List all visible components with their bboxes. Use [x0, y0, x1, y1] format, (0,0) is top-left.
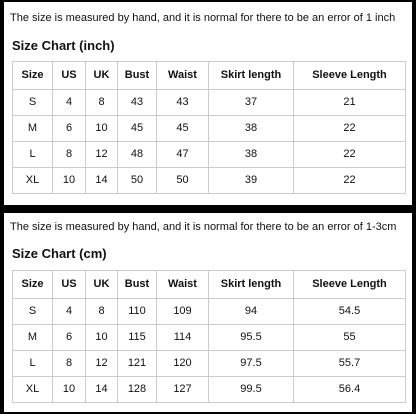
header-bust: Bust: [118, 271, 157, 299]
cell-size: S: [13, 90, 53, 116]
table-row: [13, 377, 406, 403]
cell-bust: 48: [118, 142, 157, 168]
cell-uk: 14: [86, 168, 118, 194]
cell-skirt-length: 39: [209, 168, 294, 194]
cell-sleeve-length: 54.5: [294, 299, 406, 325]
table-row: [13, 142, 406, 168]
cell-skirt-length: 94: [209, 299, 294, 325]
cell-bust: 45: [118, 116, 157, 142]
cell-bust: 110: [118, 299, 157, 325]
cell-size: XL: [13, 168, 53, 194]
cell-waist: 127: [157, 377, 209, 403]
cell-skirt-length: 38: [209, 116, 294, 142]
table-header-row: [13, 271, 406, 299]
cell-bust: 128: [118, 377, 157, 403]
cell-waist: 45: [157, 116, 209, 142]
header-bust: Bust: [118, 62, 157, 90]
cell-waist: 109: [157, 299, 209, 325]
header-waist: Waist: [157, 271, 209, 299]
measurement-note: The size is measured by hand, and it is normal for there to be an error of 1 inch: [10, 12, 396, 24]
cell-us: 6: [53, 325, 86, 351]
cell-uk: 14: [86, 377, 118, 403]
cell-us: 8: [53, 351, 86, 377]
size-chart-title: Size Chart (inch): [12, 38, 115, 53]
cell-uk: 8: [86, 90, 118, 116]
cell-waist: 47: [157, 142, 209, 168]
cell-sleeve-length: 22: [294, 168, 406, 194]
cell-us: 10: [53, 168, 86, 194]
header-skirt-length: Skirt length: [209, 271, 294, 299]
cell-size: L: [13, 351, 53, 377]
cell-size: XL: [13, 377, 53, 403]
measurement-note: The size is measured by hand, and it is normal for there to be an error of 1-3cm: [10, 221, 397, 233]
size-chart-cm-panel: [4, 213, 412, 412]
cell-sleeve-length: 21: [294, 90, 406, 116]
header-skirt-length: Skirt length: [209, 62, 294, 90]
table-row: [13, 299, 406, 325]
cell-sleeve-length: 22: [294, 142, 406, 168]
cell-waist: 114: [157, 325, 209, 351]
table-row: [13, 168, 406, 194]
cell-uk: 12: [86, 351, 118, 377]
header-uk: UK: [86, 271, 118, 299]
cell-sleeve-length: 55: [294, 325, 406, 351]
header-us: US: [53, 62, 86, 90]
table-row: [13, 90, 406, 116]
cell-skirt-length: 38: [209, 142, 294, 168]
cell-skirt-length: 99.5: [209, 377, 294, 403]
cell-us: 4: [53, 299, 86, 325]
header-waist: Waist: [157, 62, 209, 90]
cell-us: 10: [53, 377, 86, 403]
cell-us: 6: [53, 116, 86, 142]
cell-waist: 120: [157, 351, 209, 377]
cell-skirt-length: 97.5: [209, 351, 294, 377]
cell-bust: 121: [118, 351, 157, 377]
table-header-row: [13, 62, 406, 90]
cell-uk: 12: [86, 142, 118, 168]
cell-uk: 10: [86, 325, 118, 351]
cell-bust: 50: [118, 168, 157, 194]
cell-us: 4: [53, 90, 86, 116]
cell-us: 8: [53, 142, 86, 168]
header-us: US: [53, 271, 86, 299]
cell-waist: 43: [157, 90, 209, 116]
header-uk: UK: [86, 62, 118, 90]
size-chart-title: Size Chart (cm): [12, 246, 107, 261]
cell-size: M: [13, 116, 53, 142]
header-size: Size: [13, 62, 53, 90]
cell-bust: 115: [118, 325, 157, 351]
cell-skirt-length: 95.5: [209, 325, 294, 351]
size-chart-inch-panel: [4, 2, 412, 205]
cell-sleeve-length: 56.4: [294, 377, 406, 403]
cell-size: S: [13, 299, 53, 325]
table-row: [13, 325, 406, 351]
cell-uk: 8: [86, 299, 118, 325]
cell-bust: 43: [118, 90, 157, 116]
cell-sleeve-length: 22: [294, 116, 406, 142]
cell-skirt-length: 37: [209, 90, 294, 116]
cell-waist: 50: [157, 168, 209, 194]
size-table-inch: [12, 61, 406, 194]
cell-sleeve-length: 55.7: [294, 351, 406, 377]
cell-size: M: [13, 325, 53, 351]
header-sleeve-length: Sleeve Length: [294, 271, 406, 299]
size-table-cm: [12, 270, 406, 403]
cell-size: L: [13, 142, 53, 168]
header-sleeve-length: Sleeve Length: [294, 62, 406, 90]
cell-uk: 10: [86, 116, 118, 142]
table-row: [13, 351, 406, 377]
header-size: Size: [13, 271, 53, 299]
table-row: [13, 116, 406, 142]
